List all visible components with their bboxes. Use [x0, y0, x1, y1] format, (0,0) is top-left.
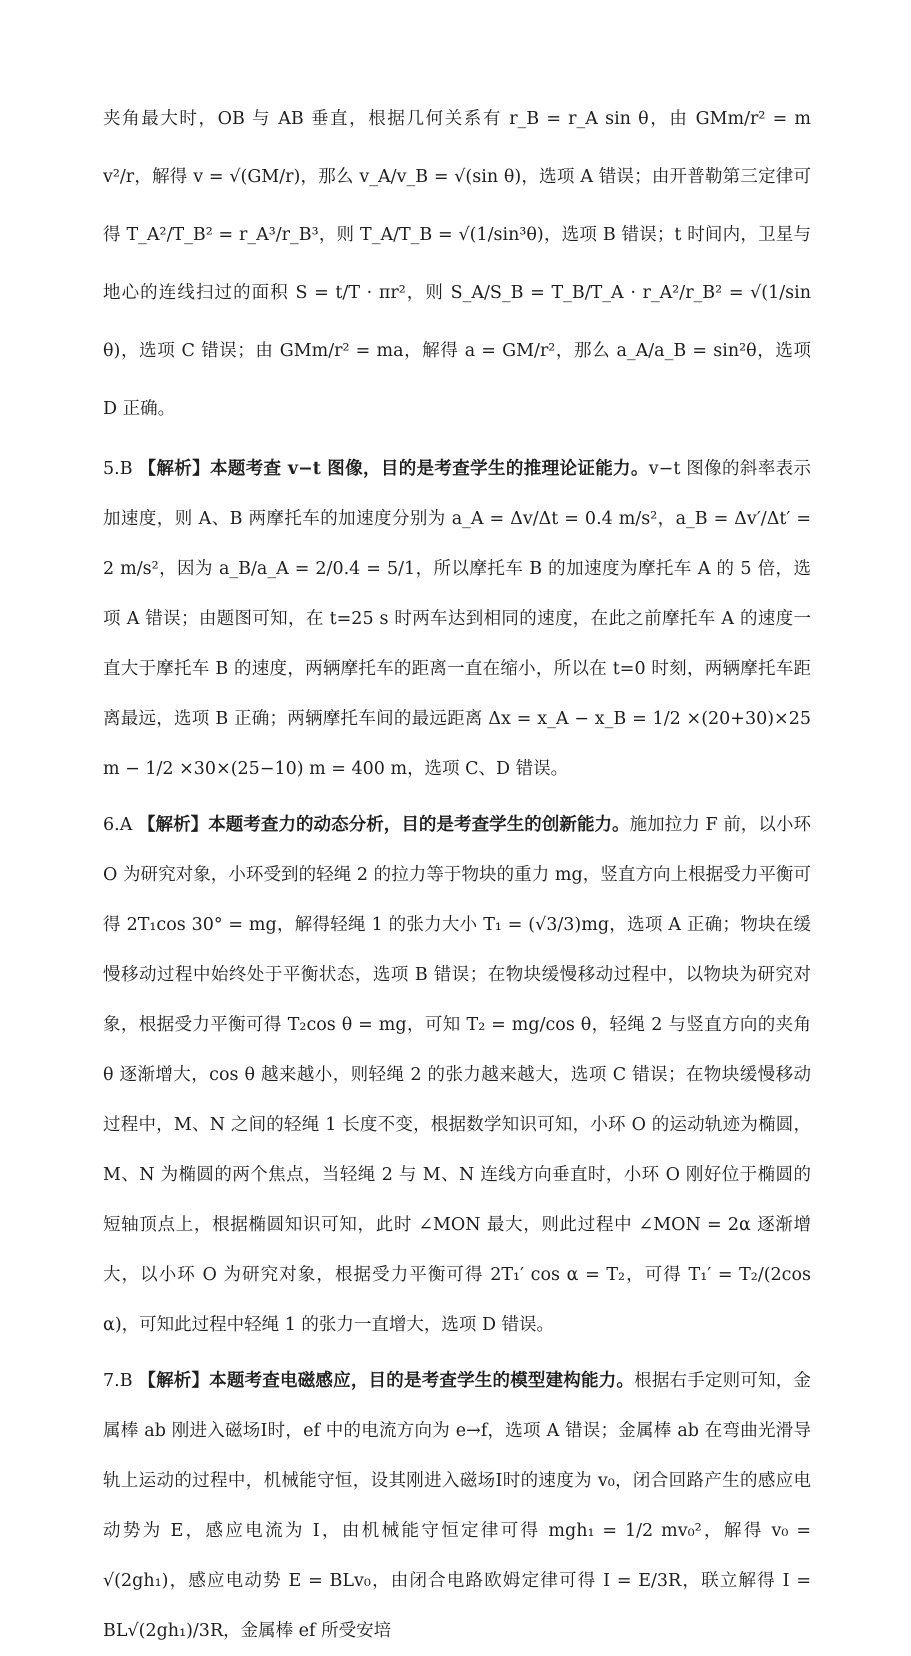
item-text: v−t 图像的斜率表示加速度，则 A、B 两摩托车的加速度分别为 a_A = Δv/Δt = 0.4 m/s²，a_B = Δv′/Δt′ = 2 m/s²，因为 a_B/a_A = 2/0.4 = 5/1，所以摩托车 B 的加速度为摩托车 A 的 5 倍，选项 A 错误；由题图可知，在 t=25 s 时两车达到相同的速度，在此之前摩托车 A 的速度一直大于摩托车 B 的速度，两辆摩托车的距离一直在缩小，所以在 t=0 时刻，两辆摩托车距离最远，选项 B 正确；两辆摩托车间的最远距离 Δx = x_A − x_B = 1/2 ×(20+30)×25 m − 1/2 ×30×(25−10) m = 400 m，选项 C、D 错误。 — [103, 459, 811, 779]
item-number: 6. — [103, 815, 120, 835]
solution-item-6 — [103, 800, 811, 1350]
solution-item-7 — [103, 1356, 811, 1656]
item-lead: 【解析】本题考查电磁感应，目的是考查学生的模型建构能力。 — [138, 1371, 635, 1391]
solution-item-7-paragraph — [103, 1356, 811, 1656]
item-answer: B — [119, 1371, 133, 1391]
solution-item-5 — [103, 444, 811, 794]
item-number: 7. — [103, 1371, 120, 1391]
solution-item-7-body — [103, 1356, 811, 1656]
item-answer: B — [119, 459, 133, 479]
item-text: 施加拉力 F 前，以小环 O 为研究对象，小环受到的轻绳 2 的拉力等于物块的重力 mg，竖直方向上根据受力平衡可得 2T₁cos 30° = mg，解得轻绳 1 的张力大小 T₁ = (√3/3)mg，选项 A 正确；物块在缓慢移动过程中始终处于平衡状态，选项 B 错误；在物块缓慢移动过程中，以物块为研究对象，根据受力平衡可得 T₂cos θ = mg，可知 T₂ = mg/cos θ，轻绳 2 与竖直方向的夹角 θ 逐渐增大，cos θ 越来越小，则轻绳 2 的张力越来越大，选项 C 错误；在物块缓慢移动过程中，M、N 之间的轻绳 1 长度不变，根据数学知识可知，小环 O 的运动轨迹为椭圆，M、N 为椭圆的两个焦点，当轻绳 2 与 M、N 连线方向垂直时，小环 O 刚好位于椭圆的短轴顶点上，根据椭圆知识可知，此时 ∠MON 最大，则此过程中 ∠MON = 2α 逐渐增大，以小环 O 为研究对象，根据受力平衡可得 2T₁′ cos α = T₂，可得 T₁′ = T₂/(2cos α)，可知此过程中轻绳 1 的张力一直增大，选项 D 错误。 — [103, 815, 811, 1335]
item-number: 5. — [103, 459, 120, 479]
item-answer: A — [119, 815, 133, 835]
solution-item-6-paragraph — [103, 800, 811, 1350]
solution-item-5-body — [103, 444, 811, 794]
item-lead: 【解析】本题考查力的动态分析，目的是考查学生的创新能力。 — [137, 815, 630, 835]
solution-item-6-body — [103, 800, 811, 1350]
item-text: 根据右手定则可知，金属棒 ab 刚进入磁场Ⅰ时，ef 中的电流方向为 e→f，选项 A 错误；金属棒 ab 在弯曲光滑导轨上运动的过程中，机械能守恒，设其刚进入磁场Ⅰ时的速度为 v₀，闭合回路产生的感应电动势为 E，感应电流为 I，由机械能守恒定律可得 mgh₁ = 1/2 mv₀²，解得 v₀ = √(2gh₁)，感应电动势 E = BLv₀，由闭合电路欧姆定律可得 I = E/3R，联立解得 I = BL√(2gh₁)/3R，金属棒 ef 所受安培 — [103, 1371, 811, 1641]
item-lead: 【解析】本题考查 v−t 图像，目的是考查学生的推理论证能力。 — [138, 459, 649, 479]
solution-item-5-paragraph — [103, 444, 811, 794]
solution-4-continuation: 夹角最大时，OB 与 AB 垂直，根据几何关系有 r_B = r_A sin θ，由 GMm/r² = m v²/r，解得 v = √(GM/r)，那么 v_A/v_B = √(sin θ)，选项 A 错误；由开普勒第三定律可得 T_A²/T_B² = r_A³/r_B³，则 T_A/T_B = √(1/sin³θ)，选项 B 错误；t 时间内，卫星与地心的连线扫过的面积 S = t/T · πr²，则 S_A/S_B = T_B/T_A · r_A²/r_B² = √(1/sin θ)，选项 C 错误；由 GMm/r² = ma，解得 a = GM/r²，那么 a_A/a_B = sin²θ，选项 D 正确。 — [103, 109, 811, 419]
